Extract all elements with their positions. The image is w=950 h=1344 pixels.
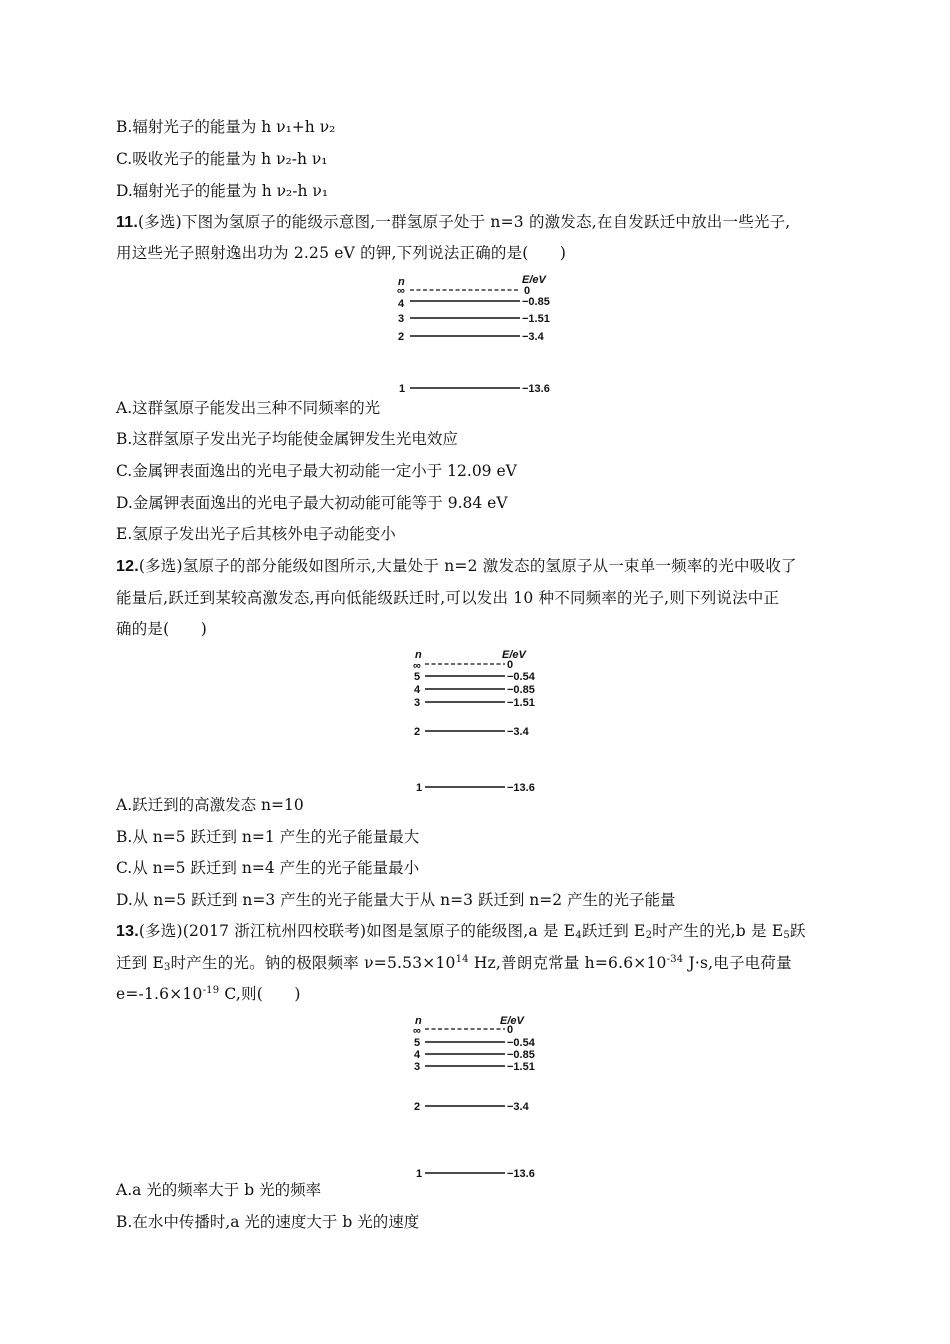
q11-stem-line1: 11.(多选)下图为氢原子的能级示意图,一群氢原子处于 n=3 的激发态,在自发跃迁中放出一些光子, bbox=[116, 213, 791, 231]
level-n-label: ∞ bbox=[397, 285, 405, 297]
q13-option-a: A.a 光的频率大于 b 光的频率 bbox=[116, 1181, 322, 1199]
q12-stem-line2: 能量后,跃迁到某较高激发态,再向低能级跃迁时,可以发出 10 种不同频率的光子,则下列说法中正 bbox=[116, 589, 780, 607]
q13-number: 13. bbox=[116, 923, 139, 940]
level-n-label: 4 bbox=[398, 298, 405, 310]
level-energy-label: −1.51 bbox=[507, 1061, 535, 1073]
energy-axis-header: E/eV bbox=[500, 1015, 524, 1027]
level-n-label: 1 bbox=[399, 383, 406, 395]
level-energy-label: −3.4 bbox=[507, 1101, 529, 1113]
energy-axis-header: E/eV bbox=[502, 649, 526, 661]
level-n-label: ∞ bbox=[413, 1025, 421, 1037]
level-n-label: 4 bbox=[414, 684, 421, 696]
q11-number: 11. bbox=[116, 214, 138, 231]
q12-option-b: B.从 n=5 跃迁到 n=1 产生的光子能量最大 bbox=[116, 828, 420, 846]
q12-option-d: D.从 n=5 跃迁到 n=3 产生的光子能量大于从 n=3 跃迁到 n=2 产生的光子能量 bbox=[116, 891, 676, 909]
level-energy-label: −13.6 bbox=[507, 1168, 535, 1180]
level-energy-label: −0.54 bbox=[507, 671, 535, 683]
level-n-label: 3 bbox=[414, 1061, 421, 1073]
q13-energy-level-diagram bbox=[405, 1012, 575, 1182]
level-energy-label: −1.51 bbox=[522, 313, 550, 325]
n-axis-header: n bbox=[415, 649, 422, 661]
level-energy-label: −0.85 bbox=[507, 684, 535, 696]
level-n-label: 2 bbox=[398, 331, 405, 343]
q11-option-b: B.这群氢原子发出光子均能使金属钾发生光电效应 bbox=[116, 430, 458, 448]
q12-option-a: A.跃迁到的高激发态 n=10 bbox=[116, 796, 304, 814]
n-axis-header: n bbox=[415, 1015, 422, 1027]
level-energy-label: −13.6 bbox=[507, 782, 535, 794]
q11-option-c: C.金属钾表面逸出的光电子最大初动能一定小于 12.09 eV bbox=[116, 462, 517, 480]
q13-option-b: B.在水中传播时,a 光的速度大于 b 光的速度 bbox=[116, 1213, 420, 1231]
n-axis-header: n bbox=[398, 276, 405, 288]
q10-option-d: D.辐射光子的能量为 h ν₂-h ν₁ bbox=[116, 182, 329, 200]
q13-stem-line2: 迁到 $E_3$时产生的光。钠的极限频率 $\nu=5.53\times 10^{14}$ Hz,普朗克常量 $h=6.6\times 10^{-34}$ J·s,电子电荷量 bbox=[116, 954, 792, 973]
q13-stem-line3: $e=-1.6\times 10^{-19}$ C,则( ) bbox=[116, 985, 301, 1003]
level-energy-label: −0.85 bbox=[507, 1049, 535, 1061]
q12-number: 12. bbox=[116, 558, 139, 575]
level-energy-label: −3.4 bbox=[522, 331, 544, 343]
q11-option-a: A.这群氢原子能发出三种不同频率的光 bbox=[116, 399, 381, 417]
q12-energy-level-diagram bbox=[405, 646, 575, 796]
level-n-label: ∞ bbox=[413, 660, 421, 672]
level-energy-label: 0 bbox=[507, 1024, 514, 1036]
q12-stem-line3: 确的是( ) bbox=[116, 620, 207, 638]
level-energy-label: −13.6 bbox=[522, 383, 550, 395]
level-n-label: 2 bbox=[414, 726, 421, 738]
level-n-label: 1 bbox=[416, 1168, 423, 1180]
q10-option-b: B.辐射光子的能量为 h ν₁+h ν₂ bbox=[116, 118, 336, 136]
level-n-label: 3 bbox=[414, 697, 421, 709]
q11-energy-level-diagram bbox=[390, 272, 570, 397]
level-n-label: 2 bbox=[414, 1101, 421, 1113]
q11-option-e: E.氢原子发出光子后其核外电子动能变小 bbox=[116, 525, 396, 543]
level-n-label: 4 bbox=[414, 1049, 421, 1061]
q12-option-c: C.从 n=5 跃迁到 n=4 产生的光子能量最小 bbox=[116, 859, 420, 877]
level-n-label: 5 bbox=[414, 1037, 421, 1049]
level-energy-label: 0 bbox=[507, 659, 514, 671]
q13-stem-line1: 13.(多选)(2017 浙江杭州四校联考)如图是氢原子的能级图,a 是 $E_4$跃迁到 $E_2$时产生的光,b 是 $E_5$跃 bbox=[116, 922, 806, 941]
level-energy-label: −1.51 bbox=[507, 697, 535, 709]
energy-axis-header: E/eV bbox=[522, 274, 546, 286]
q12-stem-line1: 12.(多选)氢原子的部分能级如图所示,大量处于 n=2 激发态的氢原子从一束单一频率的光中吸收了 bbox=[116, 557, 797, 575]
level-energy-label: 0 bbox=[524, 285, 531, 297]
q11-option-d: D.金属钾表面逸出的光电子最大初动能可能等于 9.84 eV bbox=[116, 494, 508, 512]
q11-stem-line2: 用这些光子照射逸出功为 2.25 eV 的钾,下列说法正确的是( ) bbox=[116, 244, 567, 262]
level-energy-label: −0.85 bbox=[522, 296, 550, 308]
level-n-label: 1 bbox=[416, 782, 423, 794]
level-energy-label: −3.4 bbox=[507, 726, 529, 738]
level-n-label: 3 bbox=[398, 313, 405, 325]
level-energy-label: −0.54 bbox=[507, 1037, 535, 1049]
level-n-label: 5 bbox=[414, 671, 421, 683]
q10-option-c: C.吸收光子的能量为 h ν₂-h ν₁ bbox=[116, 150, 328, 168]
